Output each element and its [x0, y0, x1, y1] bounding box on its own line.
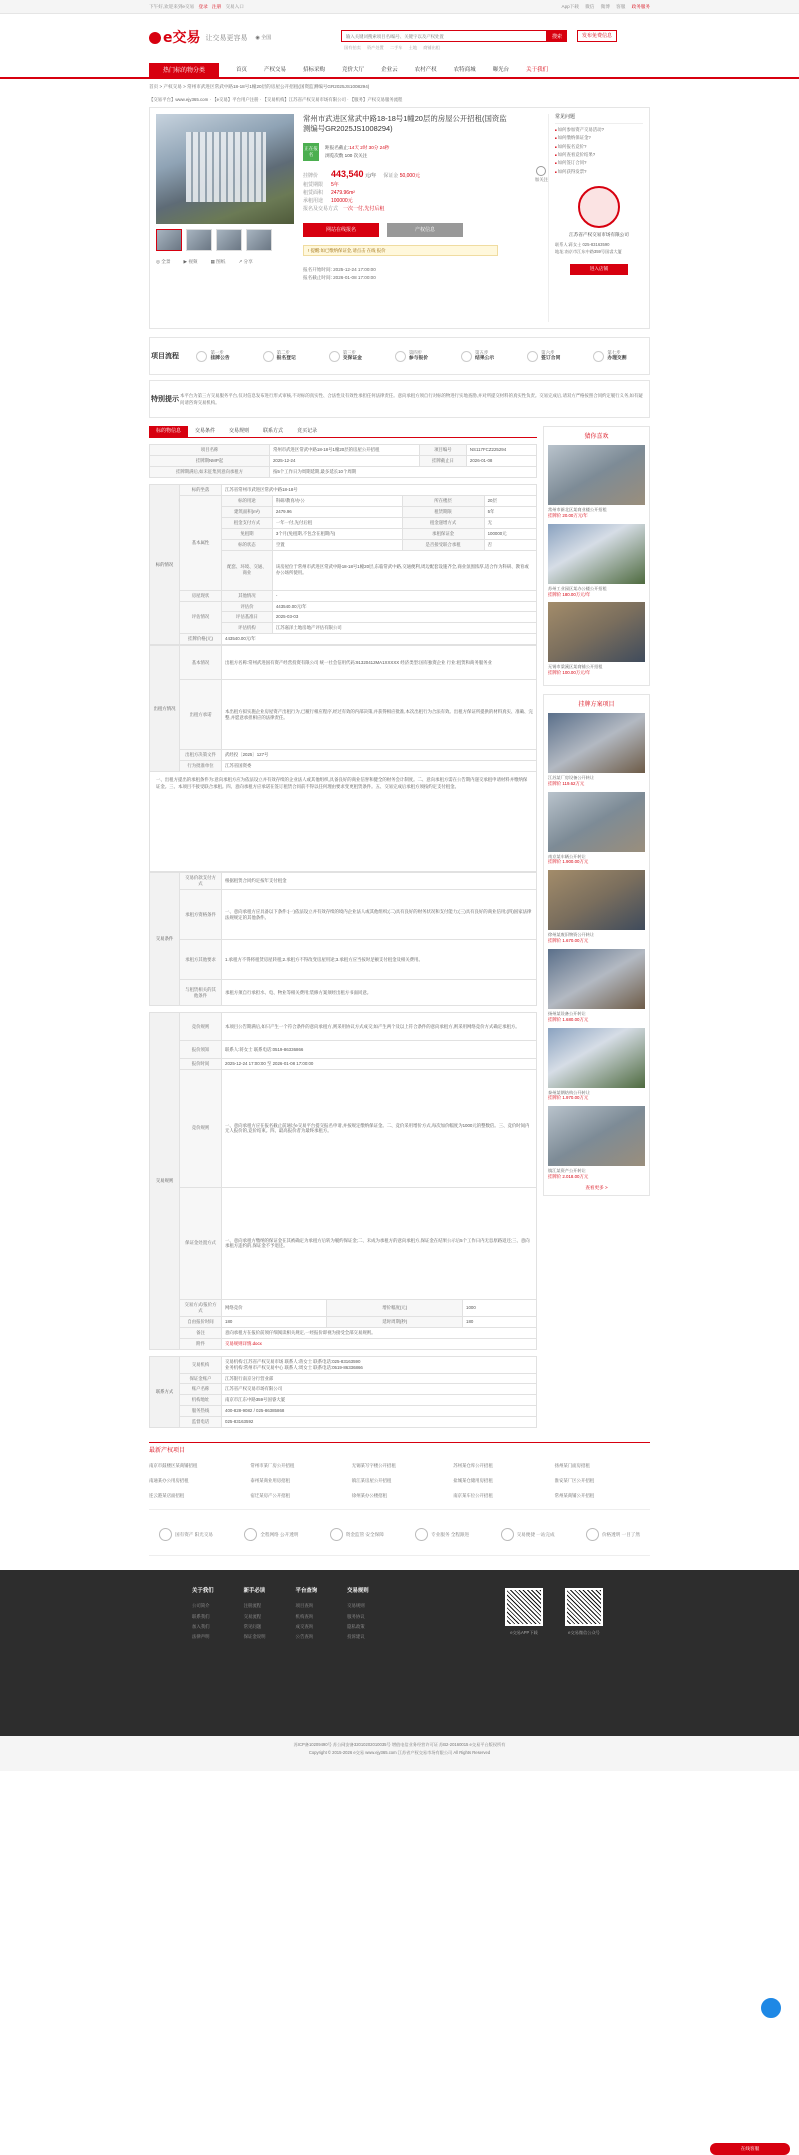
org-logo	[578, 186, 620, 228]
listing-price: 443,540	[331, 168, 364, 179]
notice-text: 一、出租方提出的承租条件为:意向承租方应为依法设立并有效存续的企业法人或其他组织,具备良好的商业信誉和健全的财务会计制度。二、意向承租方需在公告期内递交承租申请材料并缴纳保证金。三、本项目不接受联合承租。四、意向承租方应承诺在签订租赁合同前不得以任何理由要求变更租赁条件。五、交易完成后承租方须按约定支付租金。	[149, 772, 537, 872]
faq-item[interactable]: ■ 如何查看竞价结果?	[555, 151, 643, 159]
faq-item[interactable]: ■ 如何报名竞价?	[555, 143, 643, 151]
hot-box: 挂牌方案项目 江苏某厂房设备公开转让 挂牌价 119.62万元 南京某车辆公开转让 挂牌价 1.900.00万元 徐州某废旧物资公开转让 挂牌价 1.670.00万元 扬州某设备公开转让 挂牌价 1.680.00万元 泰州某钢结构公开转让 挂牌价 1.970.00万元 镇江某资产公开转让 挂牌价 2.018.00万元 查看更多 >	[543, 694, 650, 1196]
nav-item-cloud[interactable]: 企业云	[381, 67, 398, 74]
related-link[interactable]: 连云港某店面招租	[149, 1493, 185, 1499]
project-process: 项目流程 第一步 挂牌公告 第二步 报名登记 第三步 交保证金 第四步 参与报价 第五步 结果公示 第六步 签订合同 第七步 办理交割	[149, 337, 650, 375]
copyright: 苏ICP备10209490号 苏公网安备32010202010035号 增值电信业务经营许可证 苏B2-20160015 e交易平台版权所有 Copyright © 2015-2026 e交易 www.ejy365.com 江苏省产权交易市场有限公司 All Rights Reserved	[0, 1736, 799, 1771]
attachment-link[interactable]: 交易规则详情.docx	[225, 1340, 262, 1346]
nav-item-about[interactable]: 关于我们	[526, 67, 549, 74]
faq-title: 常见问题	[555, 114, 643, 124]
related-link[interactable]: 常州市某厂房公开招租	[250, 1463, 295, 1469]
nav-item-auction[interactable]: 竞价大厅	[342, 67, 365, 74]
feature-item: 国有资产 阳光交易	[159, 1528, 213, 1541]
feature-item: 交易便捷 一站完成	[501, 1528, 555, 1541]
list-item[interactable]: 常州市新北区某商业楼公开招租 挂牌价 20.00万元/年	[548, 445, 645, 519]
tab-rules[interactable]: 交易规则	[229, 428, 250, 435]
nav-item-bidding[interactable]: 招标采购	[303, 67, 326, 74]
list-item[interactable]: 泰州某钢结构公开转让 挂牌价 1.970.00万元	[548, 1028, 645, 1102]
rules-table: 交易规则 竞价规则 本项目公告期满后,如只产生一个符合条件的意向承租方,则采用协议方式成交;如产生两个及以上符合条件的意向承租方,则采用网络竞价方式确定承租方。 报价须知 联系人:蒋女士 联系电话:0519-86336866 报价时间 2025-12-24 17:00:00 至 2026-01-08 17:00:00 竞价规则 一、意向承租方应在报名截止前通过e交易平台提交报名申请,并按规定缴纳保证金。二、竞价采用增价方式,每次加价幅度为1000元的整数倍。三、竞价时间内无人报价的,竞价结束。四、最高报价者为最终承租方。 保证金处置方式 一、意向承租方缴纳的保证金在其被确定为承租方后转为履约保证金;二、未成为承租方的意向承租方,保证金在结果公示后5个工作日内无息原路返还;三、意向承租方违约的,保证金不予退还。 交易方式/报价方式 网络竞价 增价幅度(元) 1000 自由报价时间 180 延时周期(秒) 180 备注 意向承租方在报价前须仔细阅读相关规定,一经报价即视为接受全部交易规则。 附件 交易规则详情.docx	[149, 1012, 537, 1350]
recommend-column	[543, 426, 650, 1428]
search-input[interactable]	[341, 30, 547, 42]
share-button[interactable]: ↗ 分享	[238, 259, 253, 265]
recommend-box: 猜你喜欢 常州市新北区某商业楼公开招租 挂牌价 20.00万元/年 苏州工业园区某办公楼公开招租 挂牌价 180.00万元/年 无锡市梁溪区某商铺公开招租 挂牌价 100.00万元/年	[543, 426, 650, 686]
product-panel	[149, 107, 650, 329]
online-service-button[interactable]: 在线客服	[710, 2143, 790, 2155]
signup-end: 2026-01-08 17:00:00	[333, 275, 376, 281]
nav-item-expose[interactable]: 曝光台	[492, 67, 510, 74]
process-step: 第五步 结果公示	[461, 350, 494, 362]
related-link[interactable]: 徐州某办公楼招租	[351, 1493, 387, 1499]
enter-shop-button[interactable]: 进入店铺	[570, 264, 628, 275]
info-button[interactable]: 产权信息	[387, 223, 463, 237]
list-item[interactable]: 镇江某资产公开转让 挂牌价 2.018.00万元	[548, 1106, 645, 1180]
main-image[interactable]	[156, 114, 294, 224]
related-link[interactable]: 盐城某仓储用房招租	[453, 1478, 493, 1484]
service-link[interactable]: 客服	[616, 3, 626, 9]
detail-tabs	[149, 426, 537, 438]
thumbnail[interactable]	[156, 229, 182, 251]
list-item[interactable]: 扬州某设备公开转让 挂牌价 1.680.00万元	[548, 949, 645, 1023]
related-link[interactable]: 南京市鼓楼区某商铺招租	[149, 1463, 198, 1469]
faq-item[interactable]: ■ 如何签订合同?	[555, 159, 643, 167]
tab-conditions[interactable]: 交易条件	[195, 428, 216, 435]
wechat-qr-code	[565, 1588, 603, 1626]
nav-item-mall[interactable]: 农特商城	[453, 67, 476, 74]
drawing-button[interactable]: ▦ 图纸	[210, 259, 226, 265]
deposit-warning: ! 提醒:如已缴纳保证金,请点击 在线 报价	[303, 245, 498, 256]
service-icon	[415, 1528, 428, 1541]
faq-sidebar: 常见问题 ■ 如何参加资产交易活动? ■ 如何缴纳保证金? ■ 如何报名竞价? ■ 如何查看竞价结果? ■ 如何签订合同? ■ 如何获得发票? 江苏省产权交易市场有限公司 联系人:蒋女士 025-83163590 地址:南京市江东中路359号国睿大厦 进入店铺	[548, 114, 643, 322]
publish-button[interactable]: 发布免费信息	[577, 30, 617, 42]
tab-records[interactable]: 竞买记录	[297, 428, 318, 435]
gallery	[156, 114, 294, 322]
header	[149, 14, 650, 63]
entry-link[interactable]: 交易入口	[225, 3, 244, 9]
list-item[interactable]: 无锡市梁溪区某商铺公开招租 挂牌价 100.00万元/年	[548, 602, 645, 676]
related-link[interactable]: 无锡某写字楼公开招租	[351, 1463, 396, 1469]
view-count: 浏览次数 100 次关注	[325, 152, 368, 158]
logo-icon	[149, 32, 161, 44]
breadcrumb[interactable]: 首页 > 产权交易 > 常州市武进区常武中路18-18号1幢20层的房屋公开招租(国资监测编号GR2025JS1008294)	[149, 84, 370, 89]
page-title: 常州市武进区常武中路18-18号1幢20层的房屋公开招租(国资监测编号GR2025JS1008294)	[303, 114, 507, 134]
tab-target[interactable]: 标的物信息	[149, 426, 188, 437]
app-link[interactable]: App下载	[561, 3, 579, 9]
signup-button[interactable]: 网站在线报名	[303, 223, 379, 237]
top-bar	[0, 0, 799, 14]
related-link[interactable]: 淮安某厂区公开招租	[554, 1478, 595, 1484]
product-info: 常州市武进区常武中路18-18号1幢20层的房屋公开招租(国资监测编号GR2025JS1008294) 正在报名 距报名截止:14天 2时 30分 24秒 浏览次数 100 次关注 加关注 挂牌价 443,540 元/年 保证金 50,000元 租赁期限 5年 租赁面积 2479.96m² 承租用途 100000元 报名及交易方式 一次一付,先付后租 网站在线报名 产权信息 ! 提醒:如已缴纳保证金,请点击 在线 报价 报名开始时间: 2025-12-24 17:00:00 报名截止时间: 2026-01-08 17:00:00	[303, 114, 548, 281]
process-step: 第七步 办理交割	[593, 350, 626, 362]
wechat-link[interactable]: 微信	[585, 3, 595, 9]
check-icon	[501, 1528, 514, 1541]
app-qr-code	[505, 1588, 543, 1626]
hot-words: 国有拍卖 资产处置 二手车 土地 商铺出租	[344, 45, 440, 50]
nav-item-rural[interactable]: 农村产权	[414, 67, 437, 74]
heart-icon	[536, 166, 546, 176]
list-item[interactable]: 江苏某厂房设备公开转让 挂牌价 119.62万元	[548, 713, 645, 787]
countdown: 14天 2时 30分 24秒	[349, 145, 390, 151]
shield-icon	[159, 1528, 172, 1541]
search-button[interactable]: 搜索	[547, 30, 567, 42]
thumbnail-strip	[156, 229, 294, 251]
thumbnail[interactable]	[186, 229, 212, 251]
related-link[interactable]: 南通某办公用房招租	[149, 1478, 189, 1484]
follow-button[interactable]: 加关注	[535, 166, 548, 183]
related-link[interactable]: 泰州某商业用房招租	[250, 1478, 290, 1484]
signup-start: 2025-12-24 17:00:00	[333, 267, 376, 273]
globe-icon	[244, 1528, 257, 1541]
main-nav	[0, 63, 799, 79]
footer: 关于我们 公司简介 联系我们 加入我们 法律声明 新手必读 注册流程 交易流程 常见问题 保证金说明 平台查询 项目查询 机构查询 成交查询 公告查询 交易规则 交易规则 服务协议 隐私政策 投诉建议 e交易APP下载 e交易微信公众号	[0, 1570, 799, 1736]
special-notice: 特别提示 本平台为第三方交易服务平台,仅对信息发布进行形式审核,不对标的真实性、合法性及有效性承担任何法律责任。意向承租方须自行对标的物进行实地查勘,并对所提交材料的真实性负责。交易完成后,请双方严格按照合同约定履行义务,如有疑问请咨询交易机构。	[149, 380, 650, 418]
target-table: 标的情况 标的坐落 江苏省常州市武进区常武中路18-18号 基本属性 标的用途 科研/教育/办公 所在楼层 20层 建筑面积(m²) 2479.96 租赁期限 5年 租金支付方式 一年一付,先付后租 租金递增方式 无 免租期 3个月(免租期,不包含在租期内) 承租保证金 100000元 标的状态 空置 是否接受联合承租 否 配套、环境、交通、商业 该房屋位于常州市武进区常武中路18-18号1幢20层,东临常武中路,交通便利,周边配套设施齐全,商业氛围浓厚,适合作为科研、教育或办公场所使用。 房屋现状 其他情况 - 评估情况 评估价 443540.00元/年 评估基准日 2025-03-03 评估机构 江苏嘉泽土地房地产评估有限公司 挂牌价格(元) 443540.00元/年	[149, 484, 537, 645]
process-step: 第四步 参与报价	[395, 350, 428, 362]
detail-content	[149, 426, 537, 1428]
faq-item[interactable]: ■ 如何缴纳保证金?	[555, 134, 643, 142]
category-menu-button[interactable]: 热门标的物分类	[149, 63, 219, 79]
related-link[interactable]: 南京某车位公开招租	[453, 1493, 493, 1499]
list-item[interactable]: 南京某车辆公开转让 挂牌价 1.900.00万元	[548, 792, 645, 866]
customer-service-icon[interactable]	[759, 1996, 783, 2020]
feature-item: 资金监管 安全保障	[330, 1528, 384, 1541]
lock-icon	[330, 1528, 343, 1541]
feature-strip	[149, 1510, 650, 1556]
site-logo[interactable]: e交易 让交易更容易	[149, 29, 248, 48]
list-item[interactable]: 徐州某废旧物资公开转让 挂牌价 1.670.00万元	[548, 870, 645, 944]
faq-item[interactable]: ■ 如何获得发票?	[555, 168, 643, 176]
list-item[interactable]: 苏州工业园区某办公楼公开招租 挂牌价 180.00万元/年	[548, 524, 645, 598]
nav-item-property[interactable]: 产权交易	[264, 67, 287, 74]
register-link[interactable]: 注册	[211, 3, 222, 9]
feature-item: 全程网络 公开透明	[244, 1528, 298, 1541]
process-step: 第二步 报名登记	[263, 350, 296, 362]
process-step: 第一步 挂牌公告	[196, 350, 229, 362]
owner-table: 出租方情况 基本情况 出租方名称:常州武进国有资产经营投资有限公司 统一社会信用代码:91320412MA1XXXXX 经济类型:国有独资企业 行业:租赁和商务服务业 出租方承诺 本出租方拟实施企业房屋资产出租行为,已履行相应程序,经过有效的内部决策,并获得相应批准,本次出租行为合法有效。出租方保证所提供的材料真实、准确、完整,并愿意承担相应的法律责任。 出租方决策文件 武经投〔2025〕127号 行为批准单位 江苏省国资委	[149, 645, 537, 772]
related-link[interactable]: 宿迁某房产公开招租	[250, 1493, 290, 1499]
media-tools	[156, 259, 294, 265]
link-bar[interactable]: 【交易平台】www.ejy365.com · 【e交易】平台用户注册 · 【交易机构】江苏省产权交易市场有限公司 · 【服务】产权交易服务流程	[149, 97, 403, 103]
nav-item-home[interactable]: 首页	[236, 67, 248, 74]
thumbnail[interactable]	[246, 229, 272, 251]
related-link[interactable]: 常州某商铺公开招租	[554, 1493, 595, 1499]
tab-contact[interactable]: 联系方式	[263, 428, 284, 435]
process-step: 第六步 签订合同	[527, 350, 560, 362]
conditions-table: 交易条件 交易价款支付方式 根据租赁合同约定按年支付租金 承租方资格条件 一、意向承租方应具备以下条件:(一)依法设立并有效存续的境内企业法人或其他组织;(二)具有良好的财务状况和支付能力;(三)具有良好的商业信用;(四)国家法律法规规定的其他条件。 承租方其他要求 1.承租方不得将租赁房屋转租;2.承租方不得改变房屋用途;3.承租方应当按时足额支付租金及相关费用。 与租赁相关的其他条件 承租方须自行承担水、电、物业等相关费用;装修方案须经出租方书面同意。	[149, 872, 537, 1006]
greeting: 下午好,欢迎来到e交易	[149, 3, 195, 9]
slogan: 让交易更容易	[205, 33, 248, 42]
more-link[interactable]: 查看更多 >	[585, 1184, 608, 1190]
related-link[interactable]: 镇江某房屋公开招租	[351, 1478, 392, 1484]
price-icon	[586, 1528, 599, 1541]
feature-item: 价格透明 一目了然	[586, 1528, 640, 1541]
weibo-link[interactable]: 微博	[600, 3, 610, 9]
login-link[interactable]: 登录	[198, 3, 208, 9]
contact-table: 联系方式 交易机构 交易机构:江苏省产权交易市场 联系人:蒋女士 联系电话:025-83163590 业务机构:常州市产权交易中心 联系人:周女士 联系电话:0519-86336866 保证金账户 江苏银行南京分行营业部 账户名称 江苏省产权交易市场有限公司 机构地址 南京市江东中路359号国睿大厦 服务热线 400-828-9082 / 025-86385868 监督电话 025-83163592	[149, 1356, 537, 1429]
org-name: 江苏省产权交易市场有限公司	[569, 232, 629, 238]
related-link[interactable]: 扬州某门面房招租	[554, 1463, 590, 1469]
thumbnail[interactable]	[216, 229, 242, 251]
panorama-button[interactable]: ◎ 全景	[156, 259, 171, 265]
related-projects: 最新产权项目 南京市鼓楼区某商铺招租 常州市某厂房公开招租 无锡某写字楼公开招租 苏州某仓库公开招租 扬州某门面房招租 南通某办公用房招租 泰州某商业用房招租 镇江某房屋公开招租 盐城某仓储用房招租 淮安某厂区公开招租 连云港某店面招租 宿迁某房产公开招租 徐州某办公楼招租 南京某车位公开招租 常州某商铺公开招租	[149, 1442, 650, 1510]
search-bar	[341, 30, 617, 42]
feature-item: 专业服务 全程跟进	[415, 1528, 469, 1541]
video-button[interactable]: ▶ 视频	[183, 259, 198, 265]
city-selector[interactable]: ◉ 全国	[255, 35, 272, 42]
status-badge: 正在报名	[303, 143, 319, 161]
gov-link[interactable]: 政务服务	[631, 3, 650, 9]
basic-table: 项目名称 常州市武进区常武中路18-18号1幢20层的房屋公开招租 项目编号 NS117FCZ225294 挂牌期NMP起 2025-12-24 挂牌截止日 2026-01-08 挂牌期满后,如未征集到意向承租方 按5个工作日为周期延期,最多延长10个周期	[149, 444, 537, 478]
faq-item[interactable]: ■ 如何参加资产交易活动?	[555, 126, 643, 134]
process-step: 第三步 交保证金	[329, 350, 362, 362]
related-link[interactable]: 苏州某仓库公开招租	[453, 1463, 493, 1469]
deposit-value: 50,000元	[399, 172, 420, 179]
